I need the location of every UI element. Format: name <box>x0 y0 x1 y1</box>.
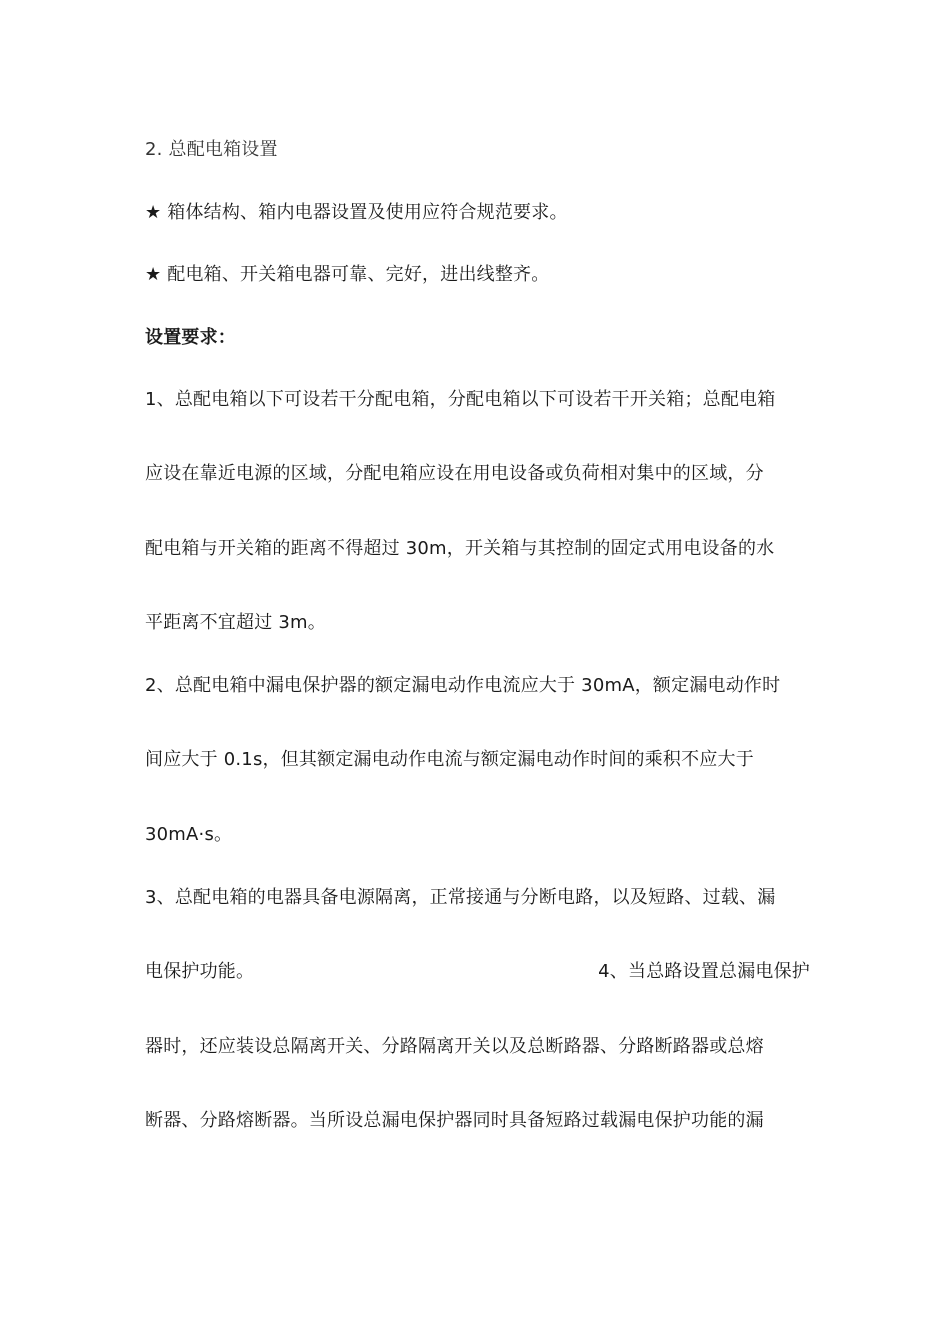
paragraph-line: 间应大于 0.1s，但其额定漏电动作电流与额定漏电动作时间的乘积不应大于 <box>145 749 754 770</box>
section-title: 2. 总配电箱设置 <box>145 139 278 160</box>
paragraph-line: 器时，还应装设总隔离开关、分路隔离开关以及总断路器、分路断路器或总熔 <box>145 1036 764 1057</box>
paragraph-line: 配电箱与开关箱的距离不得超过 30m，开关箱与其控制的固定式用电设备的水 <box>145 538 775 559</box>
split-line-left: 电保护功能。 <box>145 961 255 982</box>
split-line-right: 4、当总路设置总漏电保护 <box>598 961 810 982</box>
requirements-heading: 设置要求： <box>145 327 236 348</box>
paragraph-line: 3、总配电箱的电器具备电源隔离，正常接通与分断电路，以及短路、过载、漏 <box>145 887 776 908</box>
paragraph-line: 2、总配电箱中漏电保护器的额定漏电动作电流应大于 30mA，额定漏电动作时 <box>145 675 781 696</box>
paragraph-line: 30mA·s。 <box>145 824 233 845</box>
bullet-item: ★ 配电箱、开关箱电器可靠、完好，进出线整齐。 <box>145 264 550 285</box>
paragraph-line: 1、总配电箱以下可设若干分配电箱，分配电箱以下可设若干开关箱；总配电箱 <box>145 389 776 410</box>
paragraph-line: 应设在靠近电源的区域，分配电箱应设在用电设备或负荷相对集中的区域，分 <box>145 463 764 484</box>
split-line <box>145 960 810 984</box>
bullet-item: ★ 箱体结构、箱内电器设置及使用应符合规范要求。 <box>145 202 568 223</box>
paragraph-line: 断器、分路熔断器。当所设总漏电保护器同时具备短路过载漏电保护功能的漏 <box>145 1110 764 1131</box>
paragraph-line: 平距离不宜超过 3m。 <box>145 612 326 633</box>
